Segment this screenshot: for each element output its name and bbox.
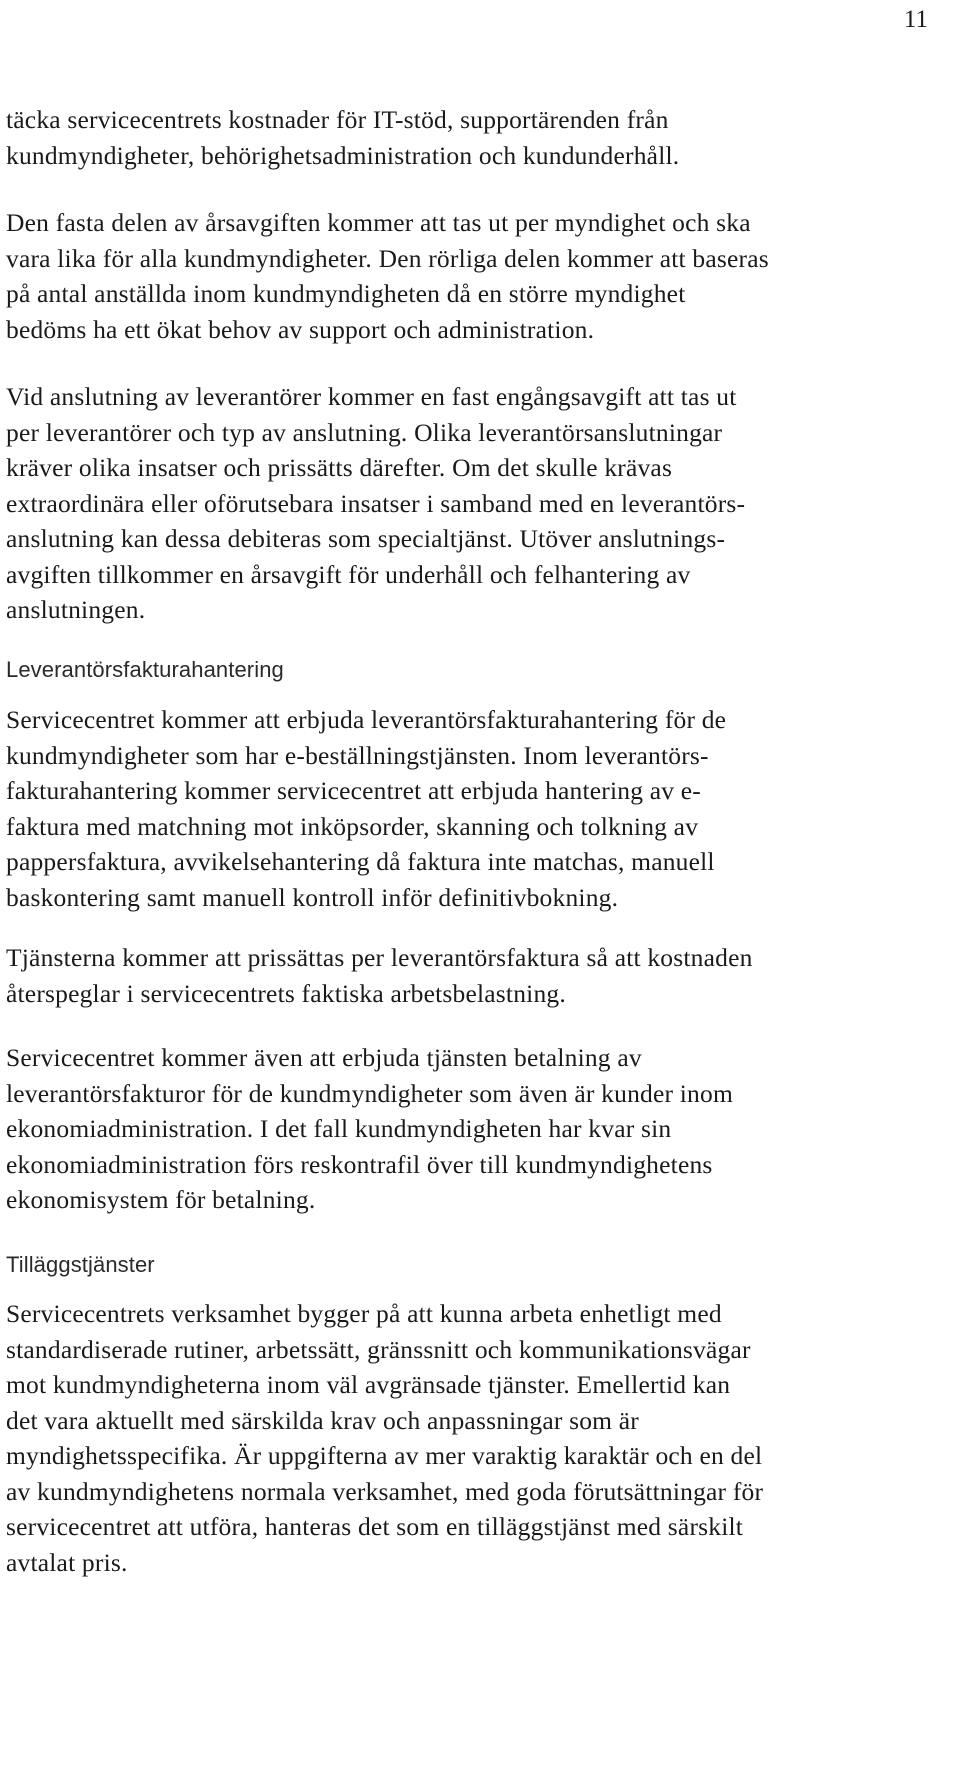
text-line: av kundmyndighetens normala verksamhet, med goda förutsättningar för (6, 1476, 764, 1506)
text-line: återspeglar i servicecentrets faktiska arbetsbelastning. (6, 978, 566, 1008)
text-line: mot kundmyndigheterna inom väl avgränsade tjänster. Emellertid kan (6, 1370, 731, 1399)
page-number: 11 (903, 6, 928, 33)
text-line: på antal anställda inom kundmyndigheten då en större myndighet (6, 279, 686, 308)
text-line: Servicecentret kommer även att erbjuda tjänsten betalning av (6, 1043, 642, 1072)
paragraph (6, 102, 679, 173)
text-line: kundmyndigheter, behörighetsadministration och kundunderhåll. (6, 140, 680, 170)
text-line: bedöms ha ett ökat behov av support och administration. (6, 314, 595, 344)
text-line: leverantörsfakturor för de kundmyndigheter som även är kunder inom (6, 1078, 733, 1108)
text-line: myndighetsspecifika. Är uppgifterna av mer varaktig karaktär och en del (6, 1441, 763, 1470)
text-line: anslutning kan dessa debiteras som specialtjänst. Utöver anslutnings- (6, 524, 726, 553)
text-line: baskontering samt manuell kontroll inför definitivbokning. (6, 882, 619, 912)
paragraph (6, 379, 745, 628)
text-line: Servicecentrets verksamhet bygger på att kunna arbeta enhetligt med (6, 1299, 722, 1328)
paragraph (6, 1040, 733, 1218)
text-line: faktura med matchning mot inköpsorder, skanning och tolkning av (6, 811, 699, 841)
text-line: per leverantörer och typ av anslutning. Olika leverantörsanslutningar (6, 417, 723, 447)
text-line: vara lika för alla kundmyndigheter. Den rörliga delen kommer att baseras (6, 243, 769, 273)
text-line: avgiften tillkommer en årsavgift för underhåll och felhantering av (6, 559, 691, 589)
paragraph (6, 1296, 763, 1580)
paragraph (6, 205, 769, 347)
text-line: ekonomiadministration. I det fall kundmyndigheten har kvar sin (6, 1114, 672, 1143)
text-line: avtalat pris. (6, 1547, 128, 1577)
text-line: Servicecentret kommer att erbjuda leverantörsfakturahantering för de (6, 705, 727, 734)
text-line: servicecentret att utföra, hanteras det som en tilläggstjänst med särskilt (6, 1512, 744, 1541)
text-line: anslutningen. (6, 595, 146, 624)
text-line: Tjänsterna kommer att prissättas per leverantörsfaktura så att kostnaden (6, 943, 753, 972)
text-line: det vara aktuellt med särskilda krav och anpassningar som är (6, 1405, 640, 1435)
text-line: ekonomiadministration förs reskontrafil över till kundmyndighetens (6, 1149, 713, 1179)
paragraph (6, 702, 726, 915)
text-line: kräver olika insatser och prissätts därefter. Om det skulle krävas (6, 453, 673, 482)
text-line: extraordinära eller oförutsebara insatser i samband med en leverantörs- (6, 488, 746, 518)
text-line: täcka servicecentrets kostnader för IT-stöd, supportärenden från (6, 105, 669, 134)
section-heading: Tilläggstjänster (6, 1252, 155, 1277)
text-line: fakturahantering kommer servicecentret att erbjuda hantering av e- (6, 776, 702, 805)
paragraph (6, 940, 753, 1011)
text-line: standardiserade rutiner, arbetssätt, gränssnitt och kommunikationsvägar (6, 1334, 751, 1364)
text-line: kundmyndigheter som har e-beställningstjänsten. Inom leverantörs- (6, 740, 709, 770)
text-line: Vid anslutning av leverantörer kommer en fast engångsavgift att tas ut (6, 382, 737, 411)
text-line: ekonomisystem för betalning. (6, 1185, 316, 1214)
text-line: pappersfaktura, avvikelsehantering då faktura inte matchas, manuell (6, 847, 715, 876)
text-line: Den fasta delen av årsavgiften kommer att tas ut per myndighet och ska (6, 208, 751, 237)
section-heading: Leverantörsfakturahantering (6, 657, 284, 682)
